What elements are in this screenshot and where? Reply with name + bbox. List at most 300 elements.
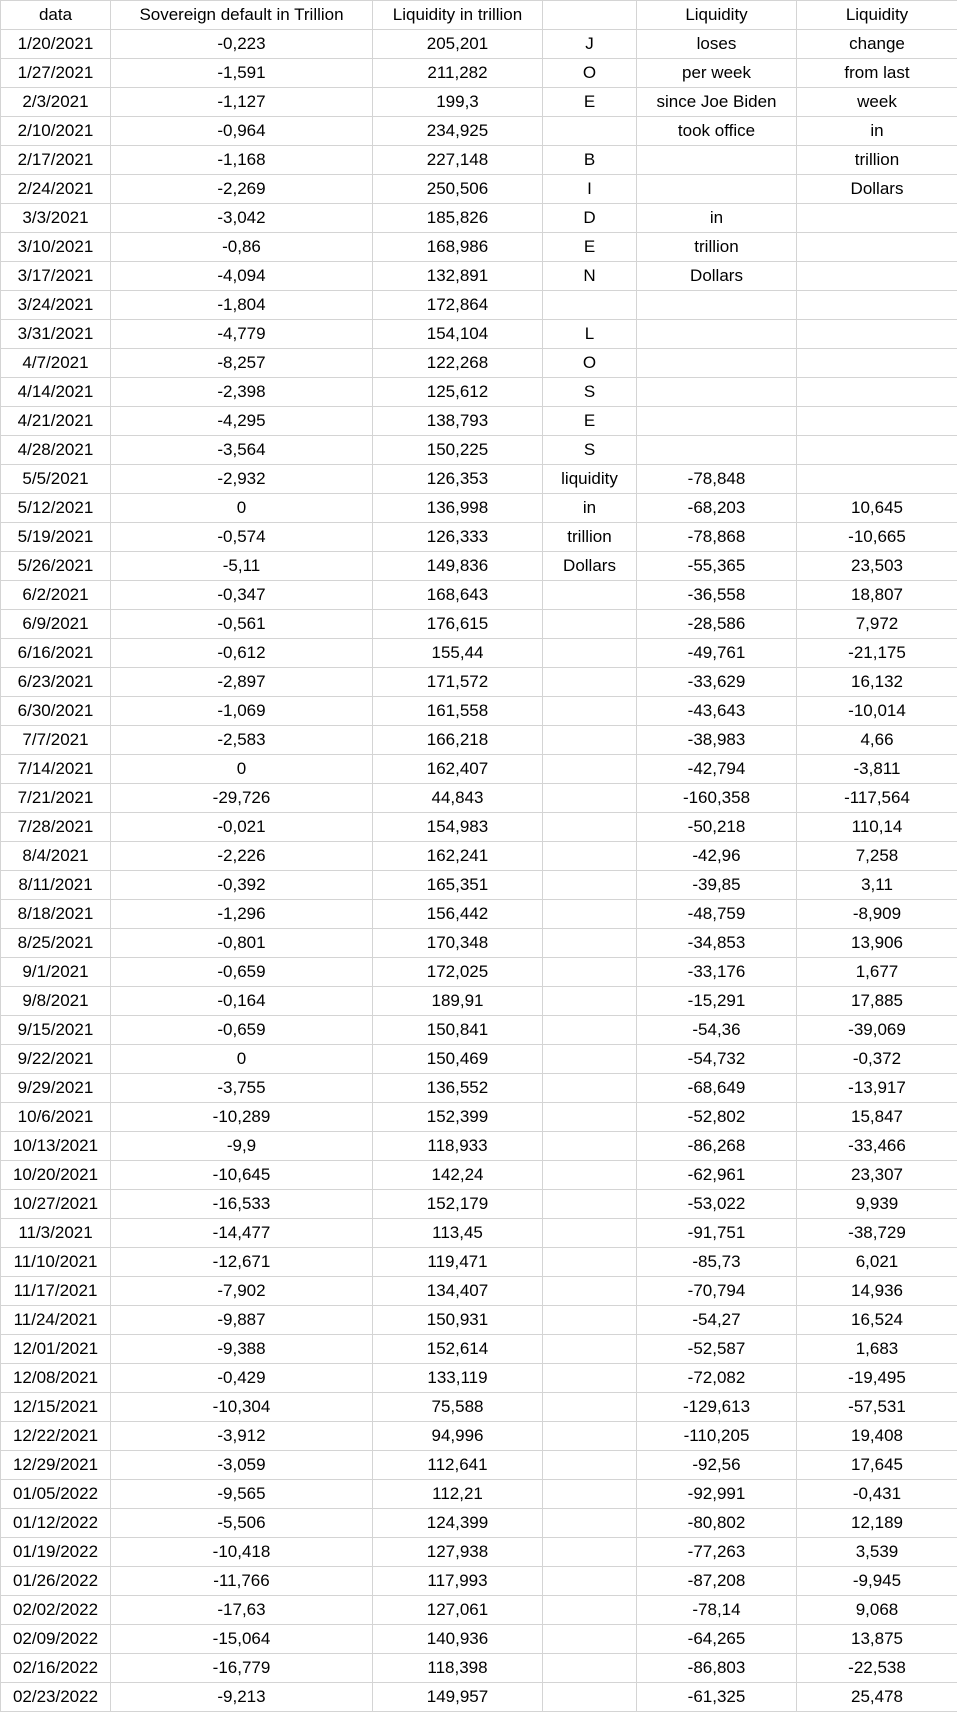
cell-liquidity[interactable]: 150,469 xyxy=(373,1045,543,1074)
cell-sovereign-default[interactable]: -0,429 xyxy=(111,1364,373,1393)
cell-joe-biden-note[interactable] xyxy=(543,755,637,784)
cell-sovereign-default[interactable]: -9,213 xyxy=(111,1683,373,1712)
cell-sovereign-default[interactable]: -2,897 xyxy=(111,668,373,697)
cell-liquidity-loss[interactable]: -43,643 xyxy=(637,697,797,726)
cell-joe-biden-note[interactable] xyxy=(543,1364,637,1393)
cell-joe-biden-note[interactable] xyxy=(543,639,637,668)
cell-liquidity[interactable]: 172,025 xyxy=(373,958,543,987)
cell-date[interactable]: 01/12/2022 xyxy=(1,1509,111,1538)
cell-sovereign-default[interactable]: -17,63 xyxy=(111,1596,373,1625)
cell-date[interactable]: 4/14/2021 xyxy=(1,378,111,407)
cell-sovereign-default[interactable]: -4,094 xyxy=(111,262,373,291)
cell-liquidity-loss[interactable]: -54,36 xyxy=(637,1016,797,1045)
cell-liquidity[interactable]: 154,983 xyxy=(373,813,543,842)
cell-date[interactable]: 9/1/2021 xyxy=(1,958,111,987)
cell-sovereign-default[interactable]: -0,164 xyxy=(111,987,373,1016)
cell-date[interactable]: 11/24/2021 xyxy=(1,1306,111,1335)
cell-liquidity-change[interactable] xyxy=(797,407,957,436)
cell-liquidity-loss[interactable]: -53,022 xyxy=(637,1190,797,1219)
cell-liquidity[interactable]: 161,558 xyxy=(373,697,543,726)
cell-liquidity-change[interactable]: 13,906 xyxy=(797,929,957,958)
cell-liquidity-loss[interactable]: -62,961 xyxy=(637,1161,797,1190)
cell-liquidity-loss[interactable]: -110,205 xyxy=(637,1422,797,1451)
cell-joe-biden-note[interactable] xyxy=(543,1654,637,1683)
cell-liquidity-change[interactable]: Liquidity xyxy=(797,1,957,30)
cell-joe-biden-note[interactable] xyxy=(543,929,637,958)
cell-liquidity-loss[interactable]: Dollars xyxy=(637,262,797,291)
cell-liquidity-loss[interactable]: -86,268 xyxy=(637,1132,797,1161)
cell-date[interactable]: 4/7/2021 xyxy=(1,349,111,378)
cell-joe-biden-note[interactable] xyxy=(543,1335,637,1364)
cell-date[interactable]: 02/23/2022 xyxy=(1,1683,111,1712)
cell-liquidity[interactable]: 142,24 xyxy=(373,1161,543,1190)
cell-liquidity-loss[interactable]: -92,56 xyxy=(637,1451,797,1480)
cell-liquidity-change[interactable]: 16,132 xyxy=(797,668,957,697)
cell-date[interactable]: 11/3/2021 xyxy=(1,1219,111,1248)
cell-liquidity-change[interactable]: 7,972 xyxy=(797,610,957,639)
cell-sovereign-default[interactable]: -9,565 xyxy=(111,1480,373,1509)
cell-sovereign-default[interactable]: -29,726 xyxy=(111,784,373,813)
cell-date[interactable]: 10/13/2021 xyxy=(1,1132,111,1161)
cell-liquidity-loss[interactable]: -68,649 xyxy=(637,1074,797,1103)
cell-liquidity-change[interactable]: 18,807 xyxy=(797,581,957,610)
cell-liquidity-loss[interactable]: -80,802 xyxy=(637,1509,797,1538)
cell-liquidity-change[interactable]: -0,372 xyxy=(797,1045,957,1074)
cell-joe-biden-note[interactable] xyxy=(543,1219,637,1248)
cell-date[interactable]: 3/31/2021 xyxy=(1,320,111,349)
cell-date[interactable]: 02/02/2022 xyxy=(1,1596,111,1625)
cell-sovereign-default[interactable]: -0,801 xyxy=(111,929,373,958)
cell-liquidity-loss[interactable]: -48,759 xyxy=(637,900,797,929)
cell-liquidity[interactable]: 165,351 xyxy=(373,871,543,900)
cell-sovereign-default[interactable]: -1,127 xyxy=(111,88,373,117)
cell-liquidity-loss[interactable]: -77,263 xyxy=(637,1538,797,1567)
cell-joe-biden-note[interactable] xyxy=(543,784,637,813)
cell-liquidity-change[interactable]: 7,258 xyxy=(797,842,957,871)
cell-liquidity[interactable]: 127,938 xyxy=(373,1538,543,1567)
cell-liquidity-loss[interactable]: -87,208 xyxy=(637,1567,797,1596)
cell-liquidity-change[interactable] xyxy=(797,349,957,378)
cell-liquidity-loss[interactable] xyxy=(637,146,797,175)
cell-liquidity[interactable]: 155,44 xyxy=(373,639,543,668)
cell-joe-biden-note[interactable]: O xyxy=(543,349,637,378)
cell-liquidity-loss[interactable]: -55,365 xyxy=(637,552,797,581)
cell-liquidity-loss[interactable]: per week xyxy=(637,59,797,88)
cell-joe-biden-note[interactable]: in xyxy=(543,494,637,523)
cell-date[interactable]: 4/28/2021 xyxy=(1,436,111,465)
cell-liquidity[interactable]: 170,348 xyxy=(373,929,543,958)
cell-date[interactable]: 02/09/2022 xyxy=(1,1625,111,1654)
cell-joe-biden-note[interactable] xyxy=(543,1683,637,1712)
cell-joe-biden-note[interactable] xyxy=(543,117,637,146)
cell-liquidity-loss[interactable]: -34,853 xyxy=(637,929,797,958)
cell-joe-biden-note[interactable]: B xyxy=(543,146,637,175)
cell-liquidity[interactable]: 189,91 xyxy=(373,987,543,1016)
cell-liquidity[interactable]: 156,442 xyxy=(373,900,543,929)
cell-liquidity-change[interactable]: 10,645 xyxy=(797,494,957,523)
cell-sovereign-default[interactable]: 0 xyxy=(111,1045,373,1074)
cell-joe-biden-note[interactable]: trillion xyxy=(543,523,637,552)
cell-joe-biden-note[interactable] xyxy=(543,697,637,726)
cell-date[interactable]: 10/6/2021 xyxy=(1,1103,111,1132)
cell-liquidity-change[interactable]: in xyxy=(797,117,957,146)
cell-liquidity[interactable]: 150,225 xyxy=(373,436,543,465)
cell-liquidity-loss[interactable]: -28,586 xyxy=(637,610,797,639)
cell-liquidity[interactable]: 118,398 xyxy=(373,1654,543,1683)
cell-liquidity[interactable]: 199,3 xyxy=(373,88,543,117)
cell-joe-biden-note[interactable] xyxy=(543,958,637,987)
cell-joe-biden-note[interactable] xyxy=(543,987,637,1016)
cell-date[interactable]: 01/26/2022 xyxy=(1,1567,111,1596)
cell-sovereign-default[interactable]: -0,964 xyxy=(111,117,373,146)
cell-sovereign-default[interactable]: -15,064 xyxy=(111,1625,373,1654)
cell-liquidity[interactable]: 171,572 xyxy=(373,668,543,697)
cell-liquidity-loss[interactable]: loses xyxy=(637,30,797,59)
cell-date[interactable]: 9/22/2021 xyxy=(1,1045,111,1074)
cell-liquidity-change[interactable]: -10,665 xyxy=(797,523,957,552)
cell-liquidity-change[interactable] xyxy=(797,436,957,465)
cell-liquidity-change[interactable]: 1,683 xyxy=(797,1335,957,1364)
cell-sovereign-default[interactable]: -11,766 xyxy=(111,1567,373,1596)
cell-sovereign-default[interactable]: -0,612 xyxy=(111,639,373,668)
cell-date[interactable]: 6/23/2021 xyxy=(1,668,111,697)
cell-joe-biden-note[interactable] xyxy=(543,1103,637,1132)
cell-date[interactable]: 7/28/2021 xyxy=(1,813,111,842)
cell-date[interactable]: 8/25/2021 xyxy=(1,929,111,958)
cell-date[interactable]: 1/20/2021 xyxy=(1,30,111,59)
cell-liquidity-loss[interactable]: -15,291 xyxy=(637,987,797,1016)
cell-liquidity-change[interactable]: 19,408 xyxy=(797,1422,957,1451)
cell-liquidity[interactable]: 227,148 xyxy=(373,146,543,175)
cell-liquidity[interactable]: 136,552 xyxy=(373,1074,543,1103)
cell-liquidity-change[interactable]: 110,14 xyxy=(797,813,957,842)
cell-liquidity[interactable]: 44,843 xyxy=(373,784,543,813)
cell-liquidity[interactable]: 172,864 xyxy=(373,291,543,320)
cell-sovereign-default[interactable]: -4,295 xyxy=(111,407,373,436)
cell-sovereign-default[interactable]: 0 xyxy=(111,494,373,523)
cell-date[interactable]: 3/17/2021 xyxy=(1,262,111,291)
cell-joe-biden-note[interactable] xyxy=(543,1277,637,1306)
cell-sovereign-default[interactable]: -1,591 xyxy=(111,59,373,88)
cell-sovereign-default[interactable]: -9,388 xyxy=(111,1335,373,1364)
cell-liquidity-change[interactable]: 9,068 xyxy=(797,1596,957,1625)
cell-joe-biden-note[interactable] xyxy=(543,1248,637,1277)
cell-sovereign-default[interactable]: -0,347 xyxy=(111,581,373,610)
cell-liquidity[interactable]: 112,641 xyxy=(373,1451,543,1480)
cell-liquidity-loss[interactable] xyxy=(637,436,797,465)
cell-date[interactable]: 11/17/2021 xyxy=(1,1277,111,1306)
cell-liquidity-change[interactable] xyxy=(797,320,957,349)
cell-joe-biden-note[interactable] xyxy=(543,1306,637,1335)
cell-liquidity-loss[interactable]: -42,96 xyxy=(637,842,797,871)
cell-sovereign-default[interactable]: -10,289 xyxy=(111,1103,373,1132)
cell-date[interactable]: 2/24/2021 xyxy=(1,175,111,204)
cell-sovereign-default[interactable]: -14,477 xyxy=(111,1219,373,1248)
cell-liquidity-loss[interactable]: -52,587 xyxy=(637,1335,797,1364)
cell-liquidity-loss[interactable]: -50,218 xyxy=(637,813,797,842)
cell-liquidity[interactable]: 162,241 xyxy=(373,842,543,871)
cell-sovereign-default[interactable]: -7,902 xyxy=(111,1277,373,1306)
cell-joe-biden-note[interactable] xyxy=(543,1625,637,1654)
cell-liquidity[interactable]: 94,996 xyxy=(373,1422,543,1451)
cell-date[interactable]: 6/9/2021 xyxy=(1,610,111,639)
cell-date[interactable]: data xyxy=(1,1,111,30)
cell-date[interactable]: 6/30/2021 xyxy=(1,697,111,726)
cell-joe-biden-note[interactable]: liquidity xyxy=(543,465,637,494)
cell-liquidity-loss[interactable]: -33,629 xyxy=(637,668,797,697)
cell-joe-biden-note[interactable] xyxy=(543,1045,637,1074)
cell-date[interactable]: 3/10/2021 xyxy=(1,233,111,262)
cell-date[interactable]: 6/2/2021 xyxy=(1,581,111,610)
cell-joe-biden-note[interactable]: N xyxy=(543,262,637,291)
cell-date[interactable]: 12/01/2021 xyxy=(1,1335,111,1364)
cell-date[interactable]: 5/19/2021 xyxy=(1,523,111,552)
cell-sovereign-default[interactable]: -0,021 xyxy=(111,813,373,842)
cell-liquidity[interactable]: 176,615 xyxy=(373,610,543,639)
cell-liquidity-change[interactable]: change xyxy=(797,30,957,59)
cell-sovereign-default[interactable]: -5,11 xyxy=(111,552,373,581)
cell-joe-biden-note[interactable] xyxy=(543,1480,637,1509)
cell-liquidity-loss[interactable]: -129,613 xyxy=(637,1393,797,1422)
cell-liquidity-change[interactable] xyxy=(797,262,957,291)
cell-liquidity[interactable]: 250,506 xyxy=(373,175,543,204)
cell-liquidity-change[interactable]: -8,909 xyxy=(797,900,957,929)
cell-liquidity-loss[interactable]: -61,325 xyxy=(637,1683,797,1712)
cell-liquidity[interactable]: 132,891 xyxy=(373,262,543,291)
cell-liquidity-change[interactable]: -33,466 xyxy=(797,1132,957,1161)
cell-liquidity-loss[interactable]: Liquidity xyxy=(637,1,797,30)
cell-joe-biden-note[interactable] xyxy=(543,668,637,697)
cell-liquidity[interactable]: 117,993 xyxy=(373,1567,543,1596)
cell-liquidity[interactable]: 136,998 xyxy=(373,494,543,523)
cell-joe-biden-note[interactable] xyxy=(543,1016,637,1045)
cell-liquidity[interactable]: 168,643 xyxy=(373,581,543,610)
cell-date[interactable]: 12/15/2021 xyxy=(1,1393,111,1422)
cell-liquidity-change[interactable]: 6,021 xyxy=(797,1248,957,1277)
cell-liquidity-change[interactable]: -39,069 xyxy=(797,1016,957,1045)
cell-sovereign-default[interactable]: -9,887 xyxy=(111,1306,373,1335)
cell-joe-biden-note[interactable]: E xyxy=(543,88,637,117)
cell-liquidity[interactable]: 152,179 xyxy=(373,1190,543,1219)
cell-joe-biden-note[interactable] xyxy=(543,1074,637,1103)
cell-liquidity-change[interactable]: 16,524 xyxy=(797,1306,957,1335)
cell-sovereign-default[interactable]: -4,779 xyxy=(111,320,373,349)
cell-sovereign-default[interactable]: -0,561 xyxy=(111,610,373,639)
cell-date[interactable]: 2/17/2021 xyxy=(1,146,111,175)
cell-liquidity[interactable]: 127,061 xyxy=(373,1596,543,1625)
cell-sovereign-default[interactable]: -2,226 xyxy=(111,842,373,871)
cell-liquidity-loss[interactable] xyxy=(637,378,797,407)
cell-liquidity-change[interactable]: -3,811 xyxy=(797,755,957,784)
cell-date[interactable]: 8/11/2021 xyxy=(1,871,111,900)
cell-liquidity-change[interactable]: 14,936 xyxy=(797,1277,957,1306)
cell-date[interactable]: 9/29/2021 xyxy=(1,1074,111,1103)
cell-date[interactable]: 12/29/2021 xyxy=(1,1451,111,1480)
cell-liquidity-loss[interactable] xyxy=(637,349,797,378)
cell-joe-biden-note[interactable]: E xyxy=(543,407,637,436)
cell-sovereign-default[interactable]: -0,392 xyxy=(111,871,373,900)
cell-joe-biden-note[interactable] xyxy=(543,581,637,610)
cell-date[interactable]: 8/4/2021 xyxy=(1,842,111,871)
cell-liquidity[interactable]: 133,119 xyxy=(373,1364,543,1393)
cell-liquidity-loss[interactable]: -49,761 xyxy=(637,639,797,668)
cell-joe-biden-note[interactable] xyxy=(543,842,637,871)
cell-liquidity-change[interactable]: trillion xyxy=(797,146,957,175)
cell-liquidity-change[interactable]: -0,431 xyxy=(797,1480,957,1509)
cell-liquidity-change[interactable]: 23,307 xyxy=(797,1161,957,1190)
cell-joe-biden-note[interactable] xyxy=(543,1596,637,1625)
cell-liquidity[interactable]: 119,471 xyxy=(373,1248,543,1277)
cell-liquidity-change[interactable] xyxy=(797,291,957,320)
cell-sovereign-default[interactable]: -3,042 xyxy=(111,204,373,233)
cell-liquidity-loss[interactable]: -33,176 xyxy=(637,958,797,987)
cell-liquidity[interactable]: 126,353 xyxy=(373,465,543,494)
cell-sovereign-default[interactable]: -0,659 xyxy=(111,1016,373,1045)
cell-liquidity-loss[interactable]: in xyxy=(637,204,797,233)
cell-liquidity-loss[interactable]: -52,802 xyxy=(637,1103,797,1132)
cell-sovereign-default[interactable]: -1,804 xyxy=(111,291,373,320)
cell-liquidity-change[interactable]: -21,175 xyxy=(797,639,957,668)
cell-joe-biden-note[interactable] xyxy=(543,900,637,929)
cell-liquidity-change[interactable]: 17,645 xyxy=(797,1451,957,1480)
cell-liquidity[interactable]: 149,957 xyxy=(373,1683,543,1712)
cell-liquidity-loss[interactable]: took office xyxy=(637,117,797,146)
cell-liquidity[interactable]: 150,931 xyxy=(373,1306,543,1335)
cell-liquidity-change[interactable]: -22,538 xyxy=(797,1654,957,1683)
cell-liquidity-loss[interactable]: -160,358 xyxy=(637,784,797,813)
cell-joe-biden-note[interactable] xyxy=(543,610,637,639)
cell-date[interactable]: 10/27/2021 xyxy=(1,1190,111,1219)
cell-liquidity-loss[interactable]: -36,558 xyxy=(637,581,797,610)
cell-liquidity[interactable]: 138,793 xyxy=(373,407,543,436)
cell-liquidity-loss[interactable]: -91,751 xyxy=(637,1219,797,1248)
cell-sovereign-default[interactable]: -5,506 xyxy=(111,1509,373,1538)
cell-joe-biden-note[interactable] xyxy=(543,1132,637,1161)
cell-liquidity-change[interactable] xyxy=(797,233,957,262)
cell-sovereign-default[interactable]: -2,932 xyxy=(111,465,373,494)
cell-liquidity[interactable]: 152,614 xyxy=(373,1335,543,1364)
cell-liquidity-loss[interactable]: -39,85 xyxy=(637,871,797,900)
cell-date[interactable]: 2/10/2021 xyxy=(1,117,111,146)
cell-liquidity-change[interactable]: -19,495 xyxy=(797,1364,957,1393)
cell-sovereign-default[interactable]: -2,583 xyxy=(111,726,373,755)
cell-liquidity-change[interactable]: 23,503 xyxy=(797,552,957,581)
cell-liquidity-change[interactable]: Dollars xyxy=(797,175,957,204)
cell-liquidity-loss[interactable]: -72,082 xyxy=(637,1364,797,1393)
cell-sovereign-default[interactable]: -1,296 xyxy=(111,900,373,929)
cell-date[interactable]: 7/21/2021 xyxy=(1,784,111,813)
cell-sovereign-default[interactable]: -12,671 xyxy=(111,1248,373,1277)
cell-liquidity-loss[interactable]: -54,27 xyxy=(637,1306,797,1335)
cell-sovereign-default[interactable]: -2,269 xyxy=(111,175,373,204)
cell-date[interactable]: 2/3/2021 xyxy=(1,88,111,117)
cell-liquidity-loss[interactable] xyxy=(637,291,797,320)
cell-liquidity-change[interactable]: 3,539 xyxy=(797,1538,957,1567)
cell-date[interactable]: 7/7/2021 xyxy=(1,726,111,755)
cell-liquidity[interactable]: 118,933 xyxy=(373,1132,543,1161)
cell-joe-biden-note[interactable] xyxy=(543,1393,637,1422)
cell-sovereign-default[interactable]: -8,257 xyxy=(111,349,373,378)
cell-sovereign-default[interactable]: -0,86 xyxy=(111,233,373,262)
cell-date[interactable]: 9/15/2021 xyxy=(1,1016,111,1045)
cell-joe-biden-note[interactable] xyxy=(543,1509,637,1538)
cell-liquidity-loss[interactable]: -38,983 xyxy=(637,726,797,755)
cell-liquidity-loss[interactable]: -92,991 xyxy=(637,1480,797,1509)
cell-date[interactable]: 8/18/2021 xyxy=(1,900,111,929)
cell-joe-biden-note[interactable] xyxy=(543,726,637,755)
cell-sovereign-default[interactable]: -3,564 xyxy=(111,436,373,465)
cell-liquidity[interactable]: 162,407 xyxy=(373,755,543,784)
cell-joe-biden-note[interactable] xyxy=(543,1538,637,1567)
cell-joe-biden-note[interactable] xyxy=(543,1,637,30)
cell-sovereign-default[interactable]: -2,398 xyxy=(111,378,373,407)
cell-liquidity-change[interactable]: 17,885 xyxy=(797,987,957,1016)
cell-liquidity-change[interactable] xyxy=(797,204,957,233)
cell-liquidity-change[interactable]: 4,66 xyxy=(797,726,957,755)
cell-liquidity-change[interactable]: -13,917 xyxy=(797,1074,957,1103)
cell-joe-biden-note[interactable] xyxy=(543,813,637,842)
cell-liquidity-change[interactable]: from last xyxy=(797,59,957,88)
cell-date[interactable]: 1/27/2021 xyxy=(1,59,111,88)
cell-sovereign-default[interactable]: Sovereign default in Trillion xyxy=(111,1,373,30)
cell-date[interactable]: 5/12/2021 xyxy=(1,494,111,523)
cell-liquidity[interactable]: 75,588 xyxy=(373,1393,543,1422)
cell-liquidity[interactable]: 126,333 xyxy=(373,523,543,552)
cell-sovereign-default[interactable]: -10,304 xyxy=(111,1393,373,1422)
cell-sovereign-default[interactable]: -10,645 xyxy=(111,1161,373,1190)
cell-liquidity-change[interactable]: 13,875 xyxy=(797,1625,957,1654)
cell-liquidity[interactable]: 149,836 xyxy=(373,552,543,581)
cell-joe-biden-note[interactable]: S xyxy=(543,378,637,407)
cell-sovereign-default[interactable]: -3,912 xyxy=(111,1422,373,1451)
cell-liquidity-change[interactable]: -117,564 xyxy=(797,784,957,813)
cell-liquidity-loss[interactable] xyxy=(637,320,797,349)
cell-joe-biden-note[interactable] xyxy=(543,1161,637,1190)
cell-date[interactable]: 3/24/2021 xyxy=(1,291,111,320)
cell-liquidity-change[interactable] xyxy=(797,465,957,494)
cell-liquidity-change[interactable]: 25,478 xyxy=(797,1683,957,1712)
cell-joe-biden-note[interactable] xyxy=(543,1190,637,1219)
cell-date[interactable]: 6/16/2021 xyxy=(1,639,111,668)
cell-liquidity[interactable]: 112,21 xyxy=(373,1480,543,1509)
cell-liquidity-loss[interactable]: -78,14 xyxy=(637,1596,797,1625)
cell-liquidity-loss[interactable] xyxy=(637,175,797,204)
cell-liquidity-change[interactable]: 9,939 xyxy=(797,1190,957,1219)
cell-joe-biden-note[interactable]: Dollars xyxy=(543,552,637,581)
cell-date[interactable]: 5/5/2021 xyxy=(1,465,111,494)
cell-joe-biden-note[interactable]: E xyxy=(543,233,637,262)
cell-joe-biden-note[interactable] xyxy=(543,1451,637,1480)
cell-liquidity-loss[interactable]: -42,794 xyxy=(637,755,797,784)
cell-liquidity[interactable]: 140,936 xyxy=(373,1625,543,1654)
cell-liquidity-loss[interactable]: trillion xyxy=(637,233,797,262)
cell-liquidity-loss[interactable]: -78,848 xyxy=(637,465,797,494)
cell-liquidity[interactable]: 122,268 xyxy=(373,349,543,378)
cell-date[interactable]: 12/22/2021 xyxy=(1,1422,111,1451)
cell-liquidity-change[interactable]: 1,677 xyxy=(797,958,957,987)
cell-liquidity[interactable]: 185,826 xyxy=(373,204,543,233)
cell-liquidity-loss[interactable]: -68,203 xyxy=(637,494,797,523)
cell-liquidity[interactable]: 113,45 xyxy=(373,1219,543,1248)
cell-date[interactable]: 12/08/2021 xyxy=(1,1364,111,1393)
cell-joe-biden-note[interactable]: O xyxy=(543,59,637,88)
cell-liquidity-change[interactable]: week xyxy=(797,88,957,117)
cell-joe-biden-note[interactable]: S xyxy=(543,436,637,465)
cell-liquidity-change[interactable]: 12,189 xyxy=(797,1509,957,1538)
cell-sovereign-default[interactable]: -1,069 xyxy=(111,697,373,726)
cell-liquidity-loss[interactable] xyxy=(637,407,797,436)
cell-date[interactable]: 10/20/2021 xyxy=(1,1161,111,1190)
